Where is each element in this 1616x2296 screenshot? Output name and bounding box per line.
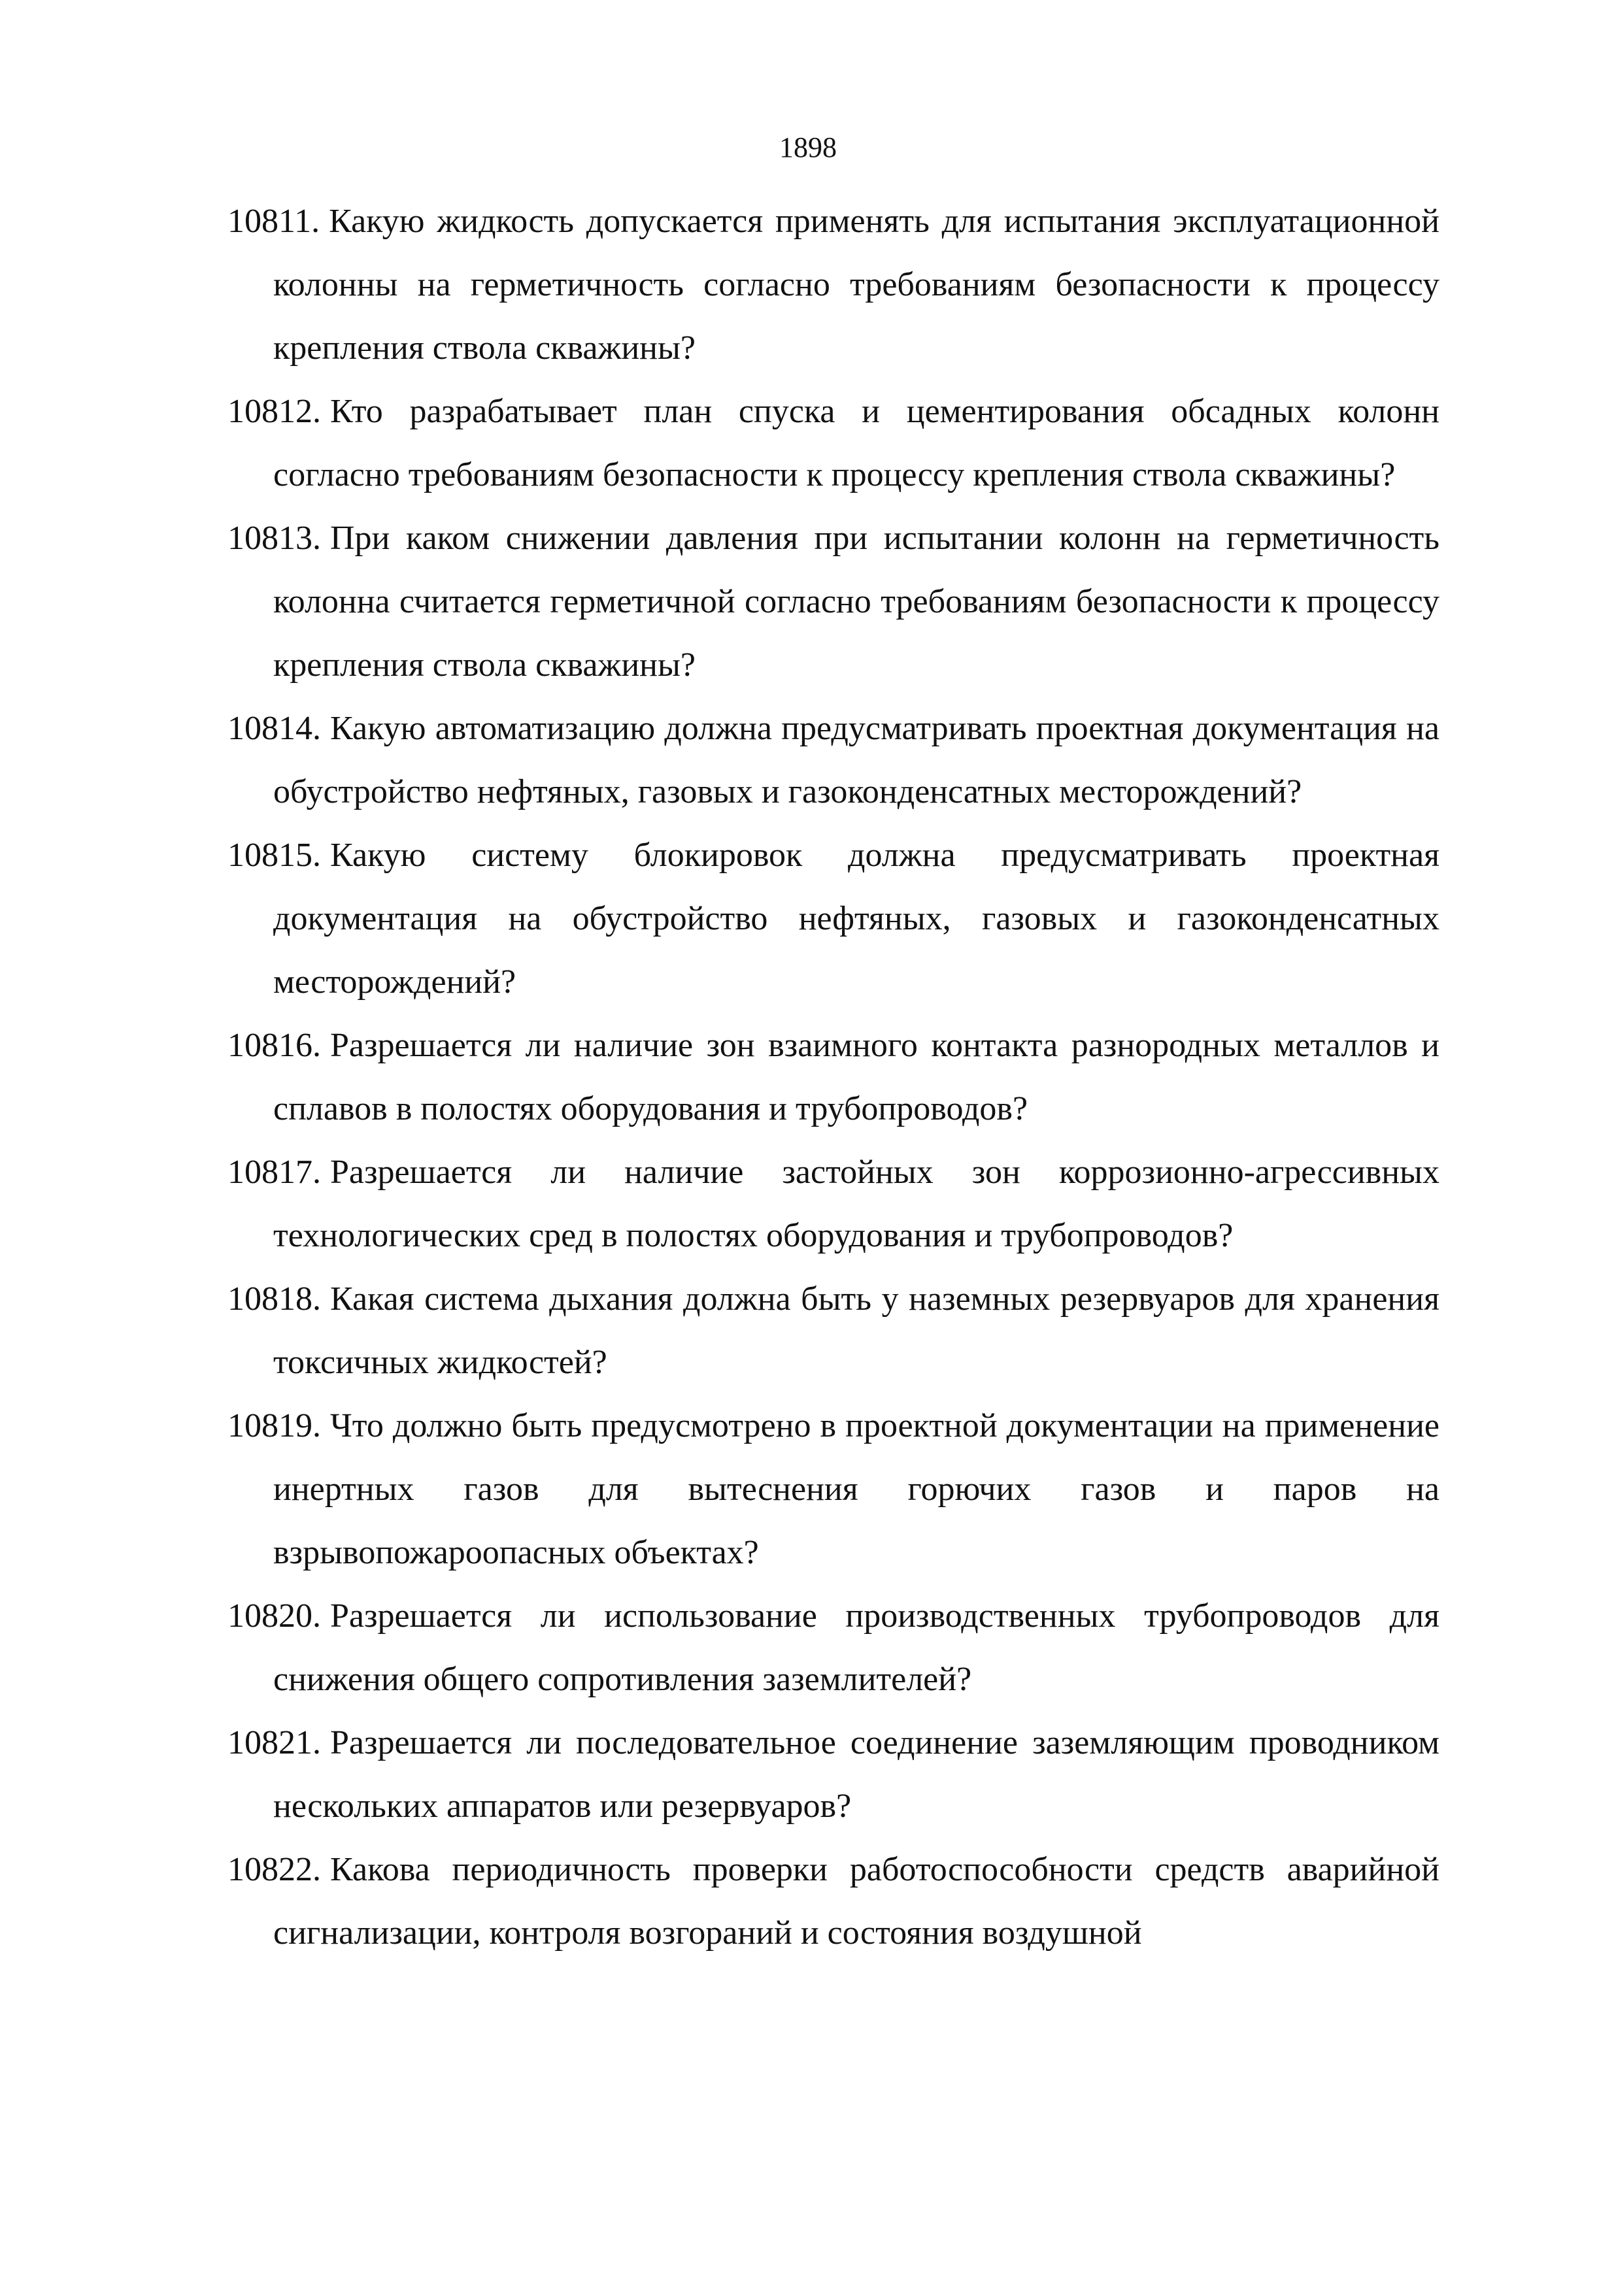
question-number: 10820. (227, 1597, 321, 1635)
question-number: 10816. (227, 1027, 321, 1064)
question-text: Какую жидкость допускается применять для испытания эксплуатационной колонны на герметичность согласно требованиям безопасности к процессу крепления ствола скважины? (273, 203, 1439, 367)
question-item (227, 697, 1439, 824)
question-item (227, 1838, 1439, 1965)
question-item (227, 1584, 1439, 1711)
question-text: При каком снижении давления при испытании колонн на герметичность колонна считается герметичной согласно требованиям безопасности к процессу крепления ствола скважины? (273, 520, 1439, 684)
question-text: Разрешается ли использование производственных трубопроводов для снижения общего сопротивления заземлителей? (273, 1597, 1439, 1698)
question-text: Какова периодичность проверки работоспособности средств аварийной сигнализации, контроля возгораний и состояния воздушной (273, 1851, 1439, 1952)
question-text: Какую систему блокировок должна предусматривать проектная документация на обустройство нефтяных, газовых и газоконденсатных месторождений? (273, 837, 1439, 1001)
question-item (227, 190, 1439, 380)
question-number: 10811. (227, 203, 320, 240)
question-item (227, 1267, 1439, 1394)
question-item (227, 1394, 1439, 1584)
question-item (227, 507, 1439, 697)
question-text: Разрешается ли наличие зон взаимного контакта разнородных металлов и сплавов в полостях оборудования и трубопроводов? (273, 1027, 1439, 1127)
question-list (227, 190, 1439, 1965)
question-item (227, 1140, 1439, 1267)
question-number: 10822. (227, 1851, 321, 1888)
question-text: Какая система дыхания должна быть у наземных резервуаров для хранения токсичных жидкостей? (273, 1280, 1439, 1381)
question-text: Кто разрабатывает план спуска и цементирования обсадных колонн согласно требованиям безопасности к процессу крепления ствола скважины? (273, 393, 1439, 493)
question-text: Что должно быть предусмотрено в проектной документации на применение инертных газов для вытеснения горючих газов и паров на взрывопожароопасных объектах? (273, 1407, 1439, 1571)
question-item (227, 1711, 1439, 1838)
question-number: 10813. (227, 520, 321, 557)
question-number: 10815. (227, 837, 321, 874)
question-text: Разрешается ли наличие застойных зон коррозионно-агрессивных технологических сред в полостях оборудования и трубопроводов? (273, 1154, 1439, 1254)
question-text: Разрешается ли последовательное соединение заземляющим проводником нескольких аппаратов или резервуаров? (273, 1724, 1439, 1825)
question-text: Какую автоматизацию должна предусматривать проектная документация на обустройство нефтяных, газовых и газоконденсатных месторождений? (273, 710, 1439, 810)
question-number: 10812. (227, 393, 321, 430)
question-item (227, 380, 1439, 507)
question-number: 10817. (227, 1154, 321, 1191)
question-number: 10819. (227, 1407, 321, 1444)
page-number: 1898 (779, 131, 837, 163)
question-number: 10818. (227, 1280, 321, 1318)
question-number: 10821. (227, 1724, 321, 1761)
question-number: 10814. (227, 710, 321, 747)
question-item (227, 824, 1439, 1014)
question-item (227, 1014, 1439, 1140)
